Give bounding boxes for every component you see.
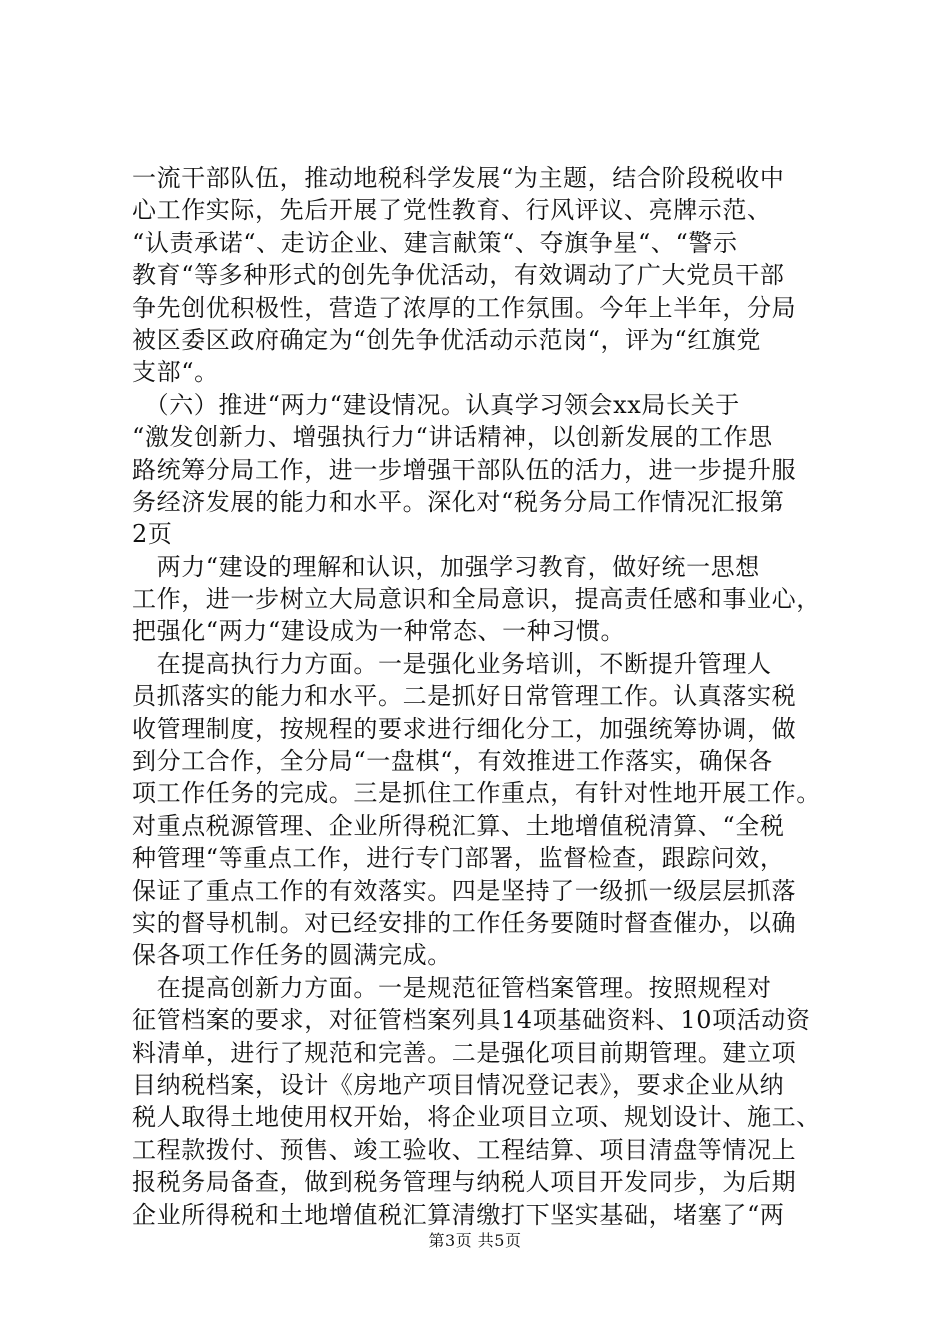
text-line: 报税务局备查，做到税务管理与纳税人项目开发同步，为后期 — [132, 1168, 797, 1197]
text-line: 保证了重点工作的有效落实。四是坚持了一级抓一级层层抓落 — [132, 876, 797, 905]
text-line: 工作，进一步树立大局意识和全局意识，提高责任感和事业心， — [132, 585, 821, 614]
text-line: 被区委区政府确定为“创先争优活动示范岗“，评为“红旗党 — [132, 325, 762, 354]
text-line: 目纳税档案，设计《房地产项目情况登记表》，要求企业从纳 — [132, 1070, 785, 1099]
text-line: 支部“。 — [132, 358, 219, 387]
text-line: 路统筹分局工作，进一步增强干部队伍的活力，进一步提升服 — [132, 455, 797, 484]
text-line: 企业所得税和土地增值税汇算清缴打下坚实基础，堵塞了“两 — [132, 1200, 785, 1229]
text-line: 保各项工作任务的圆满完成。 — [132, 941, 452, 970]
text-line: 员抓落实的能力和水平。二是抓好日常管理工作。认真落实税 — [132, 682, 797, 711]
body-text — [132, 162, 828, 1231]
text-line: 项工作任务的完成。三是抓住工作重点，有针对性地开展工作。 — [132, 779, 821, 808]
text-line: 料清单，进行了规范和完善。二是强化项目前期管理。建立项 — [132, 1038, 797, 1067]
text-line: 把强化“两力“建设成为一种常态、一种习惯。 — [132, 617, 626, 646]
text-line: 种管理“等重点工作，进行专门部署，监督检查，跟踪问效， — [132, 844, 785, 873]
text-line: 2页 — [132, 520, 173, 549]
text-line: 争先创优积极性，营造了浓厚的工作氛围。今年上半年，分局 — [132, 293, 797, 322]
text-line: 心工作实际，先后开展了党性教育、行风评议、亮牌示范、 — [132, 196, 772, 225]
page-number-footer: 第3页 共5页 — [428, 1231, 522, 1250]
text-line: 在提高创新力方面。一是规范征管档案管理。按照规程对 — [132, 973, 772, 1002]
text-line: （六）推进“两力“建设情况。认真学习领会xx局长关于 — [132, 390, 740, 419]
text-line: 教育“等多种形式的创先争优活动，有效调动了广大党员干部 — [132, 261, 785, 290]
text-line: 征管档案的要求，对征管档案列具14项基础资料、10项活动资 — [132, 1006, 811, 1035]
text-line: 务经济发展的能力和水平。深化对“税务分局工作情况汇报第 — [132, 487, 785, 516]
text-line: 一流干部队伍，推动地税科学发展“为主题，结合阶段税收中 — [132, 164, 785, 192]
text-line: 两力“建设的理解和认识，加强学习教育，做好统一思想 — [132, 552, 760, 581]
text-line: “认责承诺“、走访企业、建言献策“、夺旗争星“、“警示 — [132, 228, 738, 257]
text-line: 税人取得土地使用权开始，将企业项目立项、规划设计、施工、 — [132, 1103, 821, 1132]
text-line: 实的督导机制。对已经安排的工作任务要随时督查催办，以确 — [132, 908, 797, 937]
text-line: 在提高执行力方面。一是强化业务培训，不断提升管理人 — [132, 649, 772, 678]
text-line: 对重点税源管理、企业所得税汇算、土地增值税清算、“全税 — [132, 811, 785, 840]
text-line: 到分工合作，全分局“一盘棋“，有效推进工作落实，确保各 — [132, 747, 773, 776]
text-line: 收管理制度，按规程的要求进行细化分工，加强统筹协调，做 — [132, 714, 797, 743]
text-line: “激发创新力、增强执行力“讲话精神，以创新发展的工作思 — [132, 423, 773, 452]
text-line: 工程款拨付、预售、竣工验收、工程结算、项目清盘等情况上 — [132, 1135, 797, 1164]
